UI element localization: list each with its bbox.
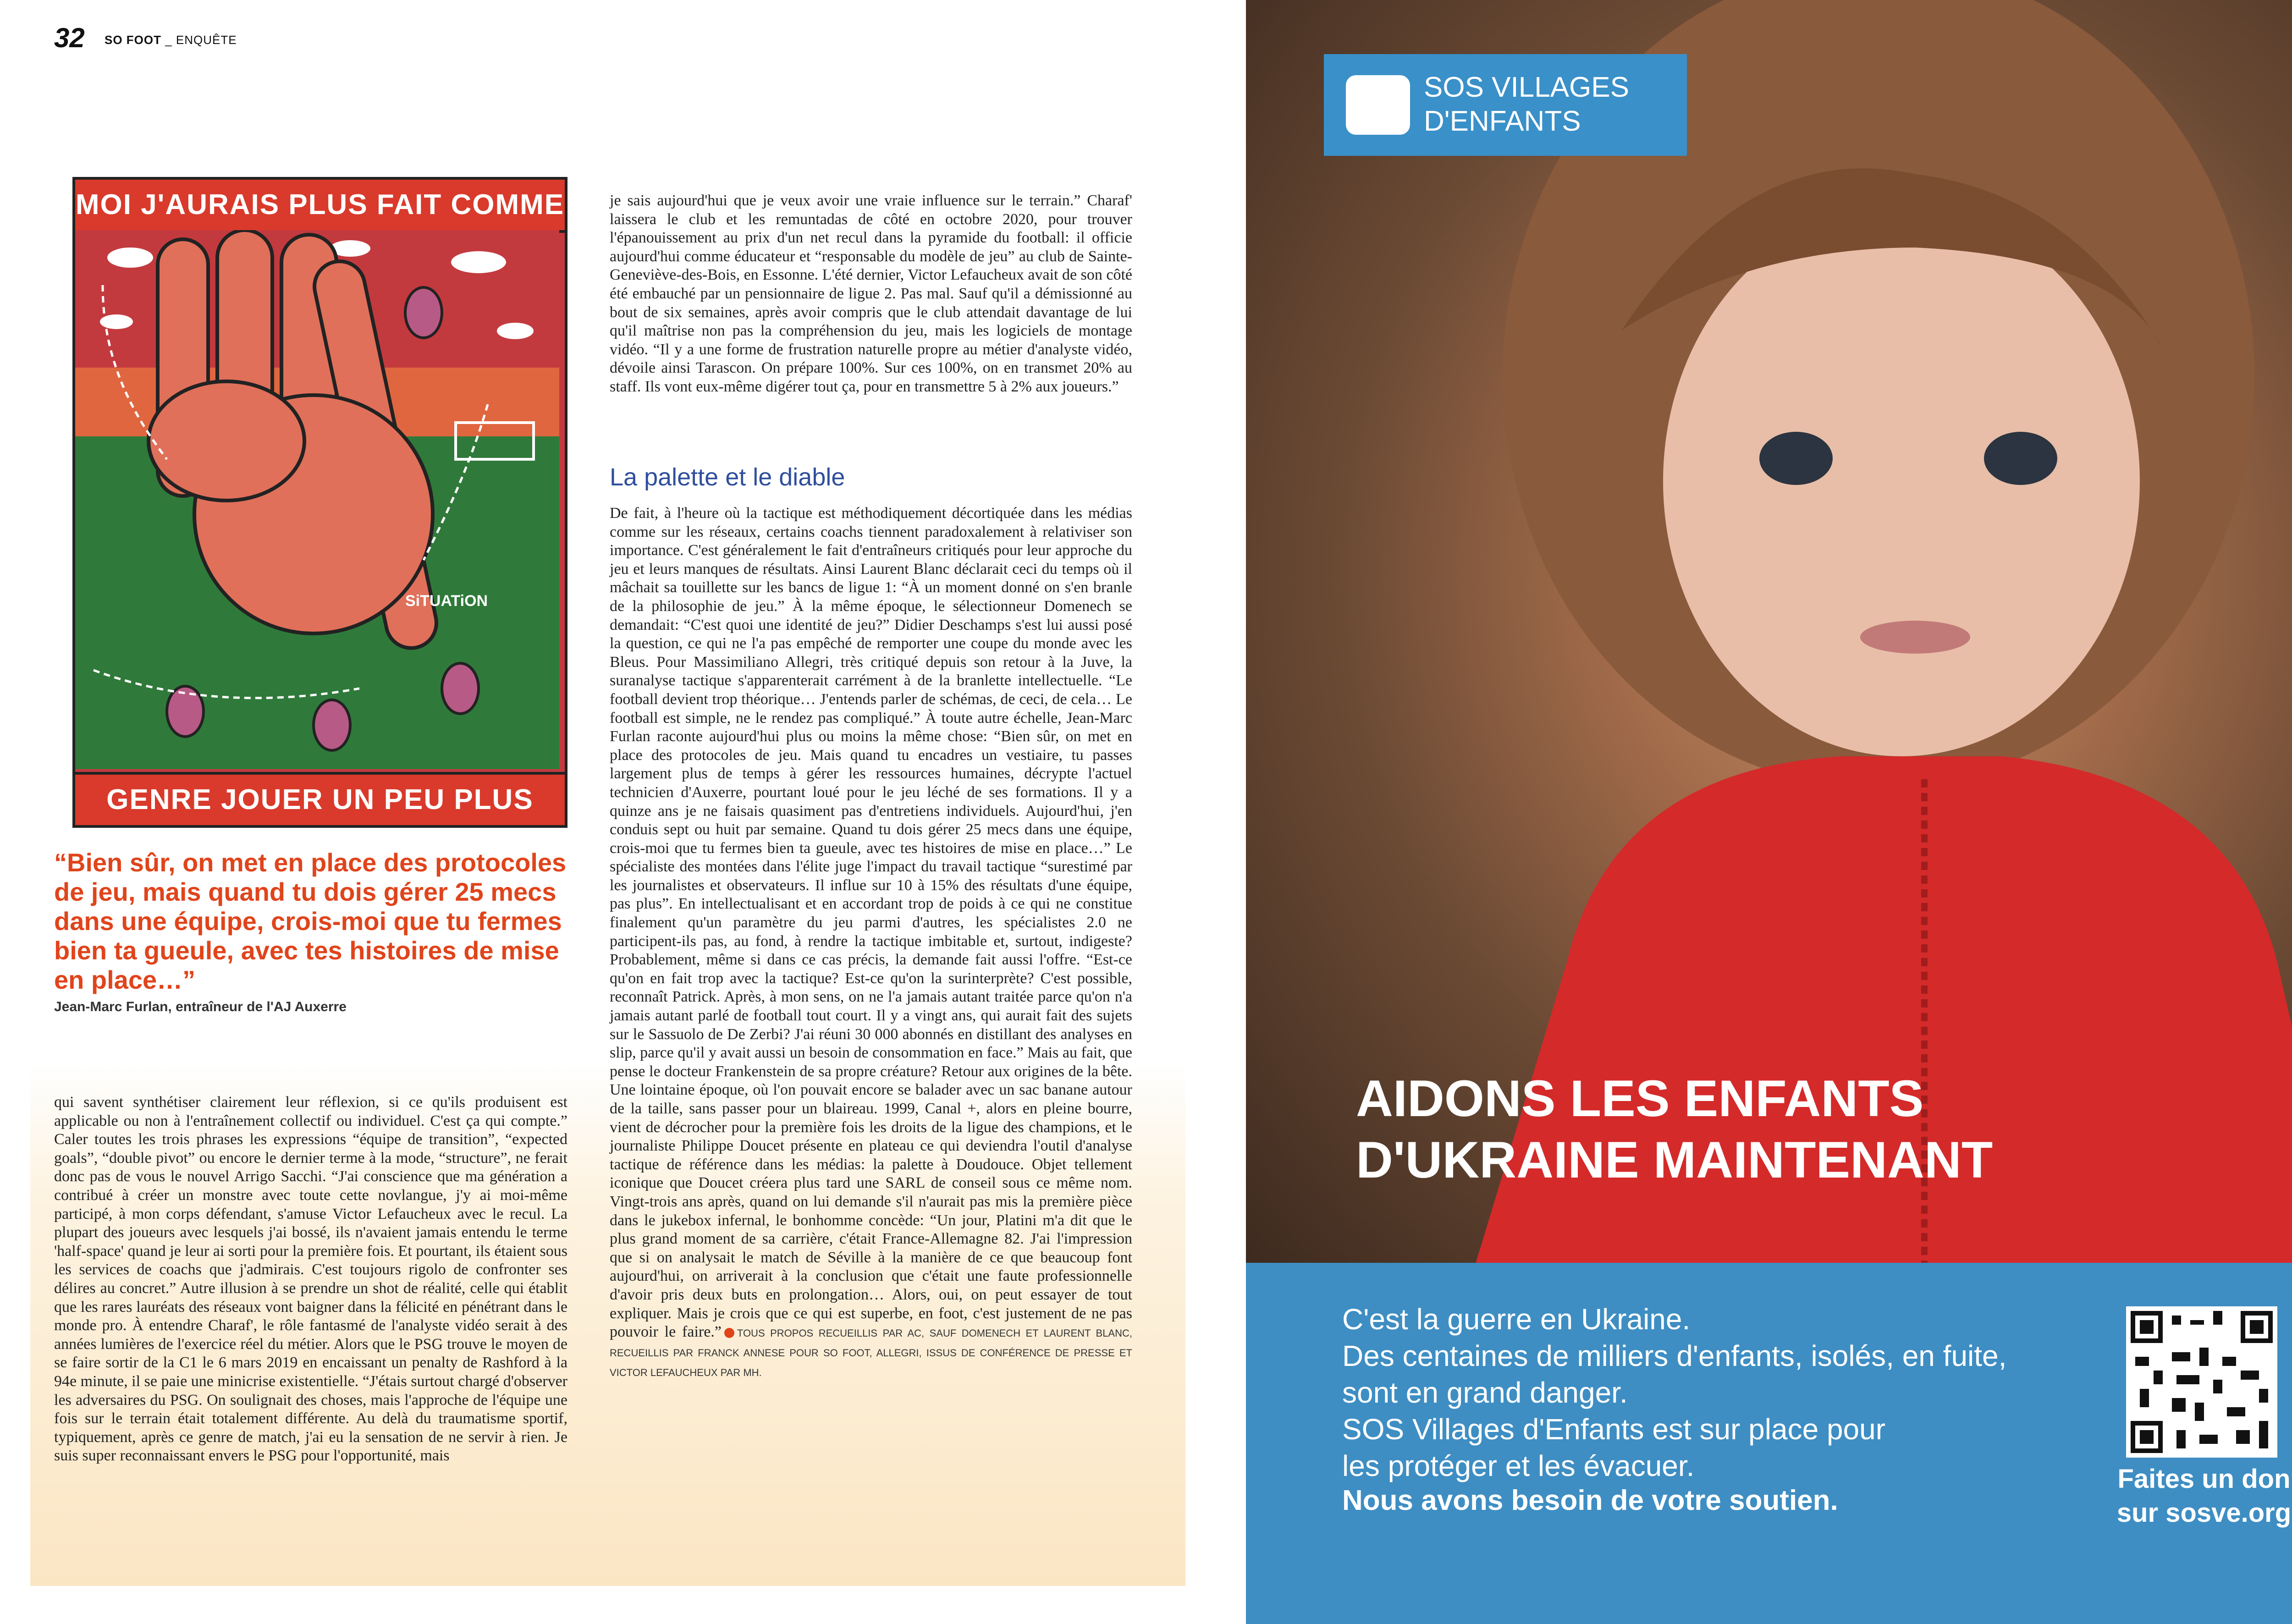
section-label	[105, 33, 237, 47]
mouth	[1860, 621, 1970, 654]
page-number: 32	[54, 22, 85, 53]
ad-body-line5: les protéger et les évacuer.	[1342, 1449, 1695, 1482]
ad-body-line2: Des centaines de milliers d'enfants, isolés, en fuite,	[1342, 1339, 2007, 1372]
section-rubric: _ ENQUÊTE	[165, 33, 237, 47]
ad-body-line1: C'est la guerre en Ukraine.	[1342, 1303, 1691, 1336]
sos-logo-line1: SOS VILLAGES	[1424, 72, 1629, 103]
right-eye	[1984, 432, 2057, 485]
face	[1663, 206, 2140, 756]
donate-cta-line2: sur sosve.org	[2116, 1498, 2292, 1528]
sos-logo-icon	[1346, 75, 1410, 135]
illustration-drawing	[75, 230, 559, 769]
sos-logo-line2: D'ENFANTS	[1424, 105, 1581, 137]
article-column-b-text: De fait, à l'heure où la tactique est méthodiquement décortiquée dans les médias comme sur les réseaux, certains coachs tiennent paradoxalement à relativiser son importance. C'est généralement le fait d'entraîneurs critiqués pour leur approche du jeu et leurs manques de résultats. Ainsi Laurent Blanc déclarait ceci du temps où il mâchait sa touillette sur les bancs de ligue 1: “À un moment donné on s'en branle de la philosophie de jeu.” À la même époque, le sélectionneur Domenech se demandait: “C'est quoi une identité de jeu?” Didier Deschamps s'est lui aussi posé la question, ce qui ne l'a pas empêché de remporter une coupe du monde avec les Bleus. Pour Massimiliano Allegri, très critiqué depuis son retour à la Juve, la suranalyse tactique s'apparenterait carrément à de la branlette intellectuelle. “Le football devient trop théorique… J'entends parler de schémas, de ceci, de cela… Le football est simple, ne le rendez pas compliqué.” À toute autre échelle, Jean-Marc Furlan raconte aujourd'hui plus ou moins la même chose: “Bien sûr, on met en place des protocoles de jeu. Mais quand tu encadres un vestiaire, tu passes largement plus de temps à gérer les ressources humaines, décrypte l'actuel technicien d'Auxerre, pourtant loué pour le jeu léché de ses formations. Il y a quinze ans je ne faisais quasiment pas d'entretiens individuels. Aujourd'hui, j'en conduis sept ou huit par semaine. Quand tu dois gérer 25 mecs dans une équipe, crois-moi que tu fermes bien ta gueule, avec tes histoires de mise en place…” Le spécialiste des montées dans l'élite juge l'impact du travail tactique “surestimé par les journalistes et observateurs. Il influe sur 10 à 15% des résultats d'une équipe, pas plus”. En intellectualisant et en accordant trop de poids à ce qui ne constitue finalement qu'un paramètre du jeu parmi d'autres, les spécialistes 2.0 ne participent-ils pas, au fond, à rendre la tactique imbitable et, surtout, indigeste? Probablement, même si dans ce cas précis, la demande fait aussi l'offre. “Est-ce qu'on en fait trop avec la tactique? Est-ce qu'on la surinterprète? C'est possible, reconnaît Patrick. Après, à mon sens, on ne l'a jamais autant traitée parce qu'on n'a jamais autant parlé de football tout court. Il y a vingt ans, qui aurait fait des sujets sur le Sassuolo de De Zerbi? J'ai réuni 30 000 abonnés en distillant des analyses en slip, parce qu'il y avait aussi un besoin de consommation en face.” Mais au fait, que pense le docteur Frankenstein de sa propre créature? Retour aux origines de la bête. Une lointaine époque, où l'on pouvait encore se balader avec un sac banane autour de la taille, sans passer pour un blaireau. 1999, Canal +, alors en pleine bourre, vient de décrocher pour la première fois les droits de la ligue des champions, et le journaliste Philippe Doucet présente en plateau ce qui deviendra l'outil d'analyse tactique de référence dans les médias: la palette à Doudouce. Objet tellement iconique que Doucet créera plus tard une SARL de conseil sous ce même nom. Vingt-trois ans après, quand on lui demande s'il n'aurait pas mis la première pièce dans le jukebox infernal, le bonhomme concède: “Un jour, Platini m'a dit que le plus grand moment de sa carrière, c'était France-Allemagne 82. J'ai l'impression que si on analysait le match de Séville à la manière de ce que beaucoup font aujourd'hui, on arriverait à la conclusion que c'était une faute professionnelle d'avoir pris deux buts en prolongation… Alors, oui, on peut essayer de tout expliquer. Mais je crois que ce qui est superbe, en foot, c'est justement de ne pas pouvoir le faire.”	[610, 505, 1132, 1341]
ad-headline	[1356, 1068, 1993, 1191]
article-credits: TOUS PROPOS RECUEILLIS PAR AC, SAUF DOMENECH ET LAURENT BLANC, RECUEILLIS PAR FRANCK ANNESE POUR SO FOOT, ALLEGRI, ISSUS DE CONFÉRENCE DE PRESSE ET VICTOR LEFAUCHEUX PAR MH.	[610, 1327, 1132, 1379]
article-column-b-intro: je sais aujourd'hui que je veux avoir une vraie influence sur le terrain.” Charaf' laissera le club et les remuntadas de côté en octobre 2020, pour trouver l'épanouissement au prix d'un net recul dans la pyramide du football: il officie aujourd'hui comme éducateur et “responsable du modèle de jeu” au club de Sainte-Geneviève-des-Bois, en Essonne. L'été dernier, Victor Lefaucheux avait de son côté été embauché par un pensionnaire de ligue 2. Pas mal. Sauf qu'il a démissionné au bout de six semaines, après avoir compris que le club attendait davantage de lui qu'il maîtrise non pas la compréhension du jeu, mais les logiciels de montage vidéo. “Il y a une forme de frustration naturelle propre au métier d'analyste vidéo, dévoile ainsi Tarascon. On prépare 100%. Sur ces 100%, on en transmet 20% au staff. Ils vont eux-même digérer tout ça, pour en transmettre 5 à 2% aux joueurs.”	[610, 192, 1132, 395]
article-column-a: qui savent synthétiser clairement leur réflexion, si ce qu'ils produisent est applicable ou non à l'entraînement collectif ou individuel. C'est ça qui compte.” Caler toutes les trois phrases les expressions “équipe de transition”, “expected goals”, “double pivot” ou encore le dernier terme à la mode, “structure”, ne ferait donc pas de vous le nouvel Arrigo Sacchi. “J'ai conscience que ma génération a contribué à créer un monstre avec toute cette novlangue, j'y ai moi-même participé, à mon corps défendant, s'amuse Victor Lefaucheux avec le recul. La plupart des joueurs avec lesquels j'ai bossé, ils n'avaient jamais entendu le terme 'half-space' quand je leur ai sorti pour la première fois. Et pourtant, ils étaient sous les services de coachs que j'admirais. C'est toujours rigolo de confronter ses délires au concret.” Autre illusion à se prendre un shot de réalité, celle qui établit que les rares lauréats des réseaux vont baigner dans la félicité en pénétrant dans le monde pro. À entendre Charaf', le rôle fantasmé de l'analyste vidéo serait à des années lumières de l'exercice réel du métier. Alors que le PSG trouve le moyen de se faire sortir de la C1 le 6 mars 2019 en encaissant un penalty de Rashford à la 94e minute, il se paie une minicrise existentielle. “J'étais surtout chargé d'observer les adversaires du PSG. On soulignait des choses, mais l'approche de l'équipe une fois sur le terrain était totalement différente. Au delà du traumatisme sportif, typiquement, après ce genre de match, j'ai eu la sensation de ne servir à rien. Je suis super reconnaissant envers le PSG pour l'opportunité, mais	[54, 1094, 567, 1464]
ad-body-strong: Nous avons besoin de votre soutien.	[1342, 1485, 1838, 1516]
illustration-situation-label: SiTUATiON	[405, 592, 488, 610]
ad-body	[1342, 1301, 2076, 1484]
advertisement-page	[1246, 0, 2292, 1624]
donate-call-to-action[interactable]	[2103, 1462, 2292, 1530]
illustration-top-caption: MOI J'AURAIS PLUS FAIT COMME	[75, 180, 565, 233]
ad-headline-line2: D'UKRAINE MAINTENANT	[1356, 1131, 1993, 1189]
ad-headline-line1: AIDONS LES ENFANTS	[1356, 1070, 1924, 1127]
pull-quote-author: Jean-Marc Furlan, entraîneur de l'AJ Auxerre	[54, 999, 347, 1014]
sos-logo-text	[1424, 71, 1629, 138]
donate-cta-line1: Faites un don	[2117, 1464, 2291, 1494]
end-mark-icon	[724, 1328, 734, 1338]
qr-code-icon[interactable]	[2126, 1306, 2277, 1458]
article-column-b-main	[610, 504, 1132, 1382]
section-brand: SO FOOT	[105, 33, 161, 47]
left-eye	[1759, 432, 1833, 485]
illustration	[72, 177, 567, 828]
illustration-bottom-caption: GENRE JOUER UN PEU PLUS	[75, 772, 565, 825]
ad-body-line3: sont en grand danger.	[1342, 1376, 1628, 1409]
pull-quote: “Bien sûr, on met en place des protocoles de jeu, mais quand tu dois gérer 25 mecs dans une équipe, crois-moi que tu fermes bien ta gueule, avec tes histoires de mise en place…”	[54, 848, 567, 994]
qr-code-pattern	[2126, 1306, 2277, 1458]
sos-logo	[1324, 54, 1687, 156]
article-subhead: La palette et le diable	[610, 463, 845, 491]
ad-body-line4: SOS Villages d'Enfants est sur place pour	[1342, 1413, 1886, 1446]
